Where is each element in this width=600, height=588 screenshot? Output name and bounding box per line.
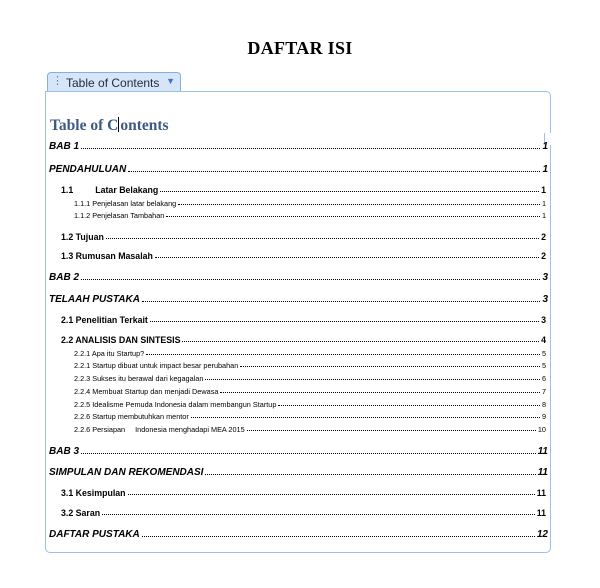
toc-entry[interactable] [74,425,546,434]
toc-entry-text: 1.3 Rumusan Masalah [61,251,153,261]
dot-leader [178,204,540,205]
toc-control-tab[interactable] [47,72,181,91]
dot-leader [128,171,540,172]
dot-leader [205,474,535,475]
toc-entry-page: 1 [541,185,546,195]
dot-leader [128,494,535,495]
dot-leader [240,366,540,367]
toc-entry-text: 2.1 Penelitian Terkait [61,315,148,325]
dot-leader [81,279,540,280]
toc-entry-text: 2.2.6 Startup membutuhkan mentor [74,412,189,421]
toc-entry-text: Indonesia menghadapi MEA 2015 [135,425,245,434]
toc-entry[interactable] [74,211,546,220]
toc-entry-page: 1 [541,211,546,220]
toc-entry-page: 1 [542,141,548,152]
dot-leader [220,392,540,393]
toc-entry[interactable] [61,251,546,261]
dot-leader [142,536,535,537]
toc-entry-text: 2.2.4 Membuat Startup dan menjadi Dewasa [74,387,219,396]
toc-entry[interactable] [74,412,546,421]
toc-tab-label[interactable]: Table of Contents [66,76,160,90]
toc-entry-number: 2.2.6 Persiapan [74,425,126,434]
toc-entry-page: 9 [541,412,546,421]
toc-entry-text: 1.1.2 Penjelasan Tambahan [74,211,165,220]
toc-entry-text: Latar Belakang [95,185,159,195]
toc-entry[interactable] [61,315,546,325]
dot-leader [247,430,536,431]
dot-leader [102,514,535,515]
toc-entry-page: 6 [541,374,546,383]
toc-entry-page: 11 [536,488,546,498]
toc-title[interactable] [50,117,169,135]
toc-entry[interactable] [61,232,546,242]
toc-entry-text: BAB 1 [49,141,80,152]
dot-leader [146,354,540,355]
toc-entry-page: 10 [537,425,546,434]
toc-entry-text: 1.1.1 Penjelasan latar belakang [74,199,177,208]
toc-entry[interactable] [61,185,546,195]
grip-icon[interactable]: ⋮ [52,75,63,87]
dot-leader [166,216,540,217]
toc-entry-text: 2.2.1 Apa itu Startup? [74,349,145,358]
toc-entry-page: 3 [542,272,548,283]
toc-entry[interactable] [49,272,548,283]
text-cursor [118,117,119,132]
toc-entry-page: 2 [541,232,546,242]
toc-entry[interactable] [74,361,546,370]
dot-leader [150,321,539,322]
dot-leader [106,238,539,239]
dot-leader [191,417,540,418]
dot-leader [155,257,539,258]
toc-entry-page: 5 [541,361,546,370]
toc-entry-page: 12 [536,529,548,540]
toc-entry-page: 5 [541,349,546,358]
toc-entry-page: 4 [541,335,546,345]
dot-leader [160,191,539,192]
dot-leader [205,379,540,380]
toc-entry-page: 11 [536,508,546,518]
toc-entry-text: 2.2.1 Startup dibuat untuk impact besar perubahan [74,361,239,370]
toc-entry-number: 1.1 [61,185,74,195]
dot-leader [182,341,539,342]
toc-entry-text: DAFTAR PUSTAKA [49,529,140,540]
toc-entry-text: TELAAH PUSTAKA [49,294,140,305]
toc-entry[interactable] [74,400,546,409]
toc-entry-page: 1 [542,164,548,175]
toc-entry-text: BAB 3 [49,446,80,457]
toc-entry-page: 3 [541,315,546,325]
toc-entry-text: BAB 2 [49,272,80,283]
toc-entry-page: 2 [541,251,546,261]
toc-entry[interactable] [49,467,548,478]
toc-entry-text: 2.2.3 Sukses itu berawal dari kegagalan [74,374,204,383]
dot-leader [81,148,540,149]
dot-leader [142,301,541,302]
toc-entry-text: SIMPULAN DAN REKOMENDASI [49,467,204,478]
toc-entry[interactable] [49,164,548,175]
toc-entry-text: PENDAHULUAN [49,164,127,175]
dot-leader [278,405,540,406]
toc-entry-page: 7 [541,387,546,396]
toc-entry[interactable] [61,335,546,345]
dot-leader [81,453,536,454]
toc-entry[interactable] [74,199,546,208]
toc-entry[interactable] [74,349,546,358]
dropdown-arrow-icon[interactable]: ▼ [166,76,175,86]
toc-entry[interactable] [49,446,548,457]
toc-entry-text: 3.1 Kesimpulan [61,488,126,498]
toc-entry-page: 3 [542,294,548,305]
document-heading: DAFTAR ISI [247,38,353,58]
toc-entry-page: 1 [541,199,546,208]
toc-entry-page: 11 [537,467,548,478]
toc-entry[interactable] [49,141,548,152]
toc-entry-text: 2.2.5 Idealisme Pemuda Indonesia dalam membangun Startup [74,400,277,409]
toc-entry-page: 8 [541,400,546,409]
toc-entry-text: 2.2 ANALISIS DAN SINTESIS [61,335,181,345]
toc-entry[interactable] [61,508,546,518]
toc-title-text: Table of C ontents [50,117,169,134]
toc-entry-text: 3.2 Saran [61,508,101,518]
toc-entry[interactable] [74,387,546,396]
toc-entry[interactable] [49,294,548,305]
toc-entry[interactable] [74,374,546,383]
toc-entry[interactable] [49,529,548,540]
toc-entry[interactable] [61,488,546,498]
toc-entry-text: 1.2 Tujuan [61,232,104,242]
toc-entry-page: 11 [537,446,548,457]
